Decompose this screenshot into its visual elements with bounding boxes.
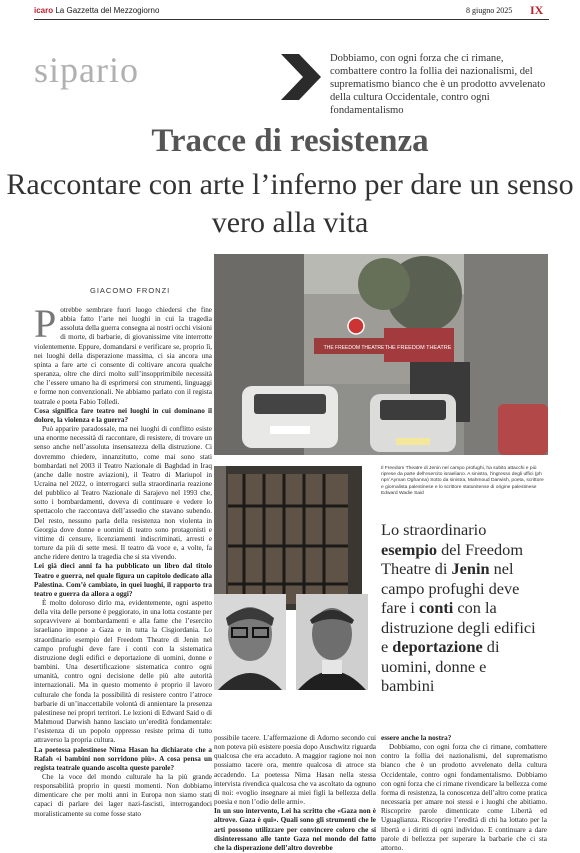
quote-text: nel campo profughi deve fare i xyxy=(381,559,520,617)
interview-question: essere anche la nostra? xyxy=(381,734,452,742)
highlight-quote xyxy=(381,520,541,696)
interview-question: In un suo intervento, Lei ha scritto che «Gaza non è altrove. Gaza è qui». Quali sono gli strumenti che le arti possono utilizzare per convincere coloro che si disinteressano alle tante Gaza nel mondo del fatto che la disperazione dell’altro dovrebbe xyxy=(214,807,376,852)
mahmoud-darwish-portrait xyxy=(214,594,286,690)
pull-quote: Dobbiamo, con ogni forza che ci rimane, combattere contro la follia dei nazionalismi, del suprematismo bianco che è un prodotto avvelenato della cultura Occidentale, contro ogni fondamentalismo xyxy=(330,53,546,116)
freedom-theatre-photo xyxy=(214,254,548,455)
office-entrance-photo xyxy=(214,466,362,610)
article-column-1 xyxy=(34,301,212,828)
masthead xyxy=(34,6,159,15)
article-paragraph: Che la voce del mondo culturale ha la più grande responsabilità proprio in questi momenti. Non dobbiamo dimenticare che per molti anni in Europa non siamo stati capaci di parlare dei lager nazi-fascisti, interrogandoci moralisticamente su come fosse stato xyxy=(34,772,212,818)
header-rule xyxy=(34,19,549,20)
page-number: IX xyxy=(530,3,544,17)
quote-text: di uomini, donne e bambini xyxy=(381,637,500,695)
article-paragraph: otrebbe sembrare fuori luogo chiedersi che fine abbia fatto l’arte nei luoghi in cui la tragedia assoluta della guerra consegna ai nostri occhi visioni di morte, di barbarie, di giovanissime vite interrotte violentemente. Eppure, domandarsi e verificare se, proprio lì, nei luoghi della disperazione massima, ci sia ancora una spinta a fare arte ci consente di coltivare ancora qualche speranza, oltre che dirci molto sull’insopprimibile necessità che l’essere umano ha di esprimersi con strumenti, linguaggi e forme non convenzionali. Ne abbiamo parlato con il regista teatrale e poeta Fabio Tolledi. xyxy=(34,306,212,406)
photo-caption: Il Freedom Theatre di Jenin nel campo profughi, ha subito attacchi e più riprese da parte dell’esercito israeliano. A sinistra, l’ingresso degli uffici (ph npr/ Ayman Oghanna) Sotto da sinistra, Mahmoud Darwish, poeta, scrittore e giornalista palestinese e lo scrittore statunitense di origine palestinese Edward Wadie Said xyxy=(381,466,544,496)
issue-date: 8 giugno 2025 xyxy=(466,6,513,15)
newspaper-name: La Gazzetta del Mezzogiorno xyxy=(53,6,160,15)
interview-question: La poetessa palestinese Nima Hasan ha dichiarato che a Rafah «i bambini non sorridono più». A cosa pensa un regista teatrale quando ascolta queste parole? xyxy=(34,745,212,772)
edward-said-portrait xyxy=(296,594,368,690)
article-paragraph: possibile tacere. L’affermazione di Adorno secondo cui non poteva più esistere poesia dopo Auschwitz riguarda qualcosa che era accaduto. A maggior ragione noi non possiamo tacere ora, mentre qualcosa di atroce sta accadendo. La poetessa Nima Hasan nella stessa intervista rivendica qualcosa che va ascoltato da ognuno di noi: «voglio insegnare ai miei figli la bellezza della poesia e non l’odio delle armi». xyxy=(214,734,376,807)
article-column-2 xyxy=(214,734,376,852)
quote-emphasis: Jenin xyxy=(451,559,490,578)
article-paragraph: Può apparire paradossale, ma nei luoghi di conflitto esiste una enorme necessità di raccontare, di resistere, di trovare un senso anche nell’assoluta insensatezza della distruzione. Ci dovremmo chiedere, innanzitutto, come mai sono stati bombardati nel 2003 il Teatro Nazionale di Baghdad in Iraq (anche dalle nostre aviazioni), il Teatro di Mariupol in Ucraina nel 2022, o interrogarci sulla straordinaria reazione del pubblico al Teatro Nazionale di Sarajevo nel 1993 che, sotto i bombardamenti, doveva di continuare e vedere lo spettacolo che raccontava dell’assedio che stavano subendo. Del resto, nessuno parla della resistenza non violenta in Georgia dove donne e uomini di teatro sono protagonisti e vittime di censure, licenziamenti indiscriminati, arresti e torture da più di sette mesi. Il teatro dà voce e, a volte, fa anche ridere dentro la tragedia che si sta vivendo. xyxy=(34,425,212,562)
article-paragraph: È molto doloroso dirlo ma, evidentemente, ogni aspetto della vita delle persone è peggiorato, in una lotta costante per sopravvivere ai bombardamenti e alla fame che l’esercito israeliano impone a Gaza e in tutta la Cisgiordania. Lo straordinario esempio del Freedom Theatre di Jenin nel campo profughi deve fare i conti con la sistematica distruzione degli edifici e deportazione di uomini, donne e bambini. Una desertificazione sistematica contro ogni umanità, contro ogni decisione delle più alte autorità internazionali. Ma in questo momento è proprio il lavoro culturale che fonda la possibilità di resistere contro l’atroce barbarie di un’inaccettabile volontà di annientare la presenza palestinese nei propri territori. Le lezioni di Edward Said o di Mahmoud Darwish hanno lasciato un’eredità fondamentale: l’esistenza di un popolo oppresso resiste prima di tutto attraverso la propria cultura. xyxy=(34,599,212,745)
quote-emphasis: conti xyxy=(418,598,454,617)
byline: GIACOMO FRONZI xyxy=(90,286,171,295)
subheadline: Raccontare con arte l’inferno per dare un senso vero alla vita xyxy=(6,168,574,239)
interview-question: Cosa significa fare teatro nei luoghi in cui dominano il dolore, la violenza e la guerra? xyxy=(34,406,212,424)
quote-text: Lo straordinario xyxy=(381,520,487,539)
interview-question: Lei già dieci anni fa ha pubblicato un libro dal titolo Teatro e guerra, nel quale figura un capitolo dedicato alla Palestina. Com’è cambiato, in quei luoghi, il rapporto tra teatro e guerra da allora a oggi? xyxy=(34,562,212,598)
article-paragraph: Dobbiamo, con ogni forza che ci rimane, combattere contro la follia dei nazionalismi, del suprematismo bianco che è un prodotto avvelenato della cultura Occidentale, contro ogni fondamentalismo. Dobbiamo con ogni forza che ci rimane rivendicare la bellezza come forma di resistenza, la conoscenza dell’altro come pratica necessaria per amare noi stessi e i luoghi che abitiamo. Riscoprire parole dimenticate come Libertà ed Uguaglianza. Riscoprire l’eredità di chi ha lottato per la libertà e i diritti di ogni individuo. E continuare a dare parole di bellezza per superare la barbarie che ci sta attorno. xyxy=(381,743,547,852)
quote-emphasis: esempio xyxy=(381,539,438,559)
article-column-3 xyxy=(381,734,547,852)
theatre-sign-text: THE FREEDOM THEATRE xyxy=(384,345,452,351)
section-title: sipario xyxy=(34,50,139,90)
headline: Tracce di resistenza xyxy=(151,123,429,159)
chevron-right-icon xyxy=(281,54,321,100)
section-brand: icaro xyxy=(34,6,54,15)
quote-text: del Freedom Theatre di xyxy=(381,539,523,578)
theatre-banner-text: THE FREEDOM THEATRE xyxy=(323,345,385,351)
drop-cap: P xyxy=(34,301,57,346)
quote-emphasis: deportazione xyxy=(392,637,483,656)
quote-text: con la distruzione degli edifici e xyxy=(381,598,536,656)
